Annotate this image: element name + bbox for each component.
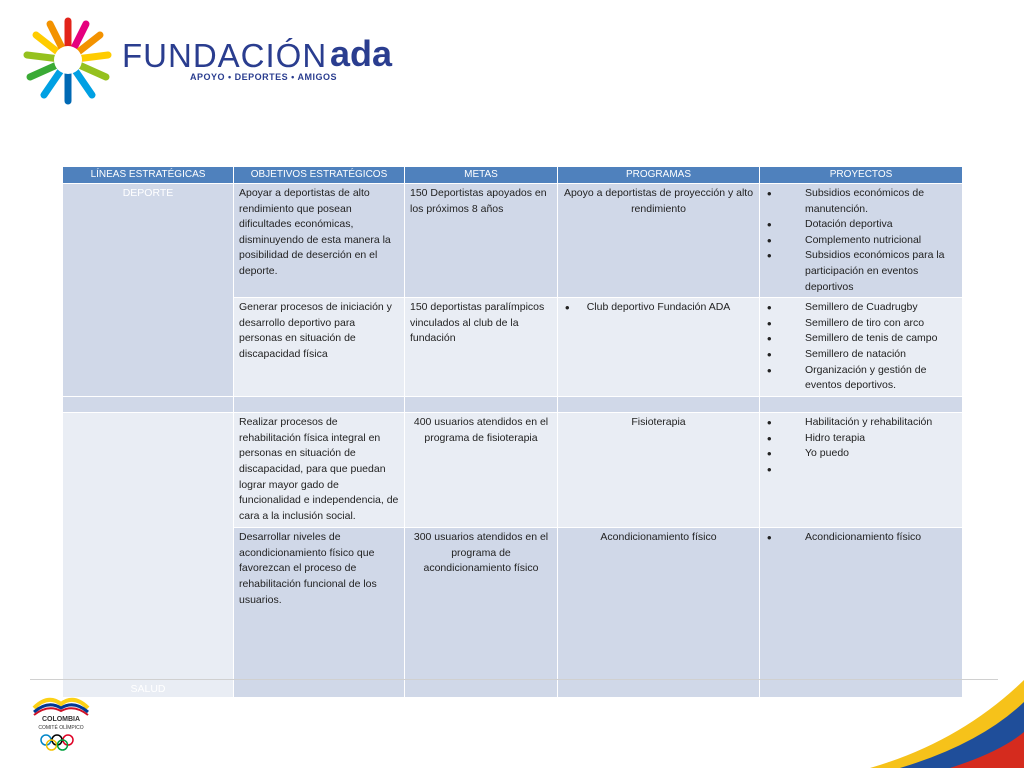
list-item: • Yo puedo: [765, 446, 957, 462]
header-proyectos: PROYECTOS: [760, 167, 963, 184]
list-item: • Semillero de natación: [765, 347, 957, 363]
table-row: [63, 413, 963, 528]
coc-label: [30, 716, 92, 732]
header-lineas: LÍNEAS ESTRATÉGICAS: [63, 167, 234, 184]
list-item: • Club deportivo Fundación ADA: [563, 300, 754, 316]
proyectos-list: [765, 415, 957, 477]
meta-cell: 150 deportistas paralímpicos vinculados al club de la fundación: [405, 298, 558, 397]
meta-cell: 150 Deportistas apoyados en los próximos 8 años: [405, 184, 558, 298]
proyectos-list: [765, 186, 957, 295]
header-programas: PROGRAMAS: [558, 167, 760, 184]
line-deporte: DEPORTE: [63, 184, 234, 397]
meta-cell: 300 usuarios atendidos en el programa de acondicionamiento físico: [405, 528, 558, 698]
list-item: • Semillero de Cuadrugby: [765, 300, 957, 316]
list-item: • Semillero de tiro con arco: [765, 316, 957, 332]
list-item: [765, 462, 957, 477]
objetivo-cell: Apoyar a deportistas de alto rendimiento que posean dificultades económicas, disminuyendo de esta manera la posibilidad de deserción en el deporte.: [234, 184, 405, 298]
programa-cell: Apoyo a deportistas de proyección y alto rendimiento: [558, 184, 760, 298]
fundacion-ada-logo: [22, 15, 422, 105]
proyectos-cell: [760, 298, 963, 397]
proyectos-cell: [760, 184, 963, 298]
programa-cell: [558, 298, 760, 397]
list-item: • Organización y gestión de eventos deportivos.: [765, 363, 957, 394]
brand-tagline: APOYO • DEPORTES • AMIGOS: [190, 72, 337, 82]
meta-cell: 400 usuarios atendidos en el programa de fisioterapia: [405, 413, 558, 528]
spacer-cell: [234, 397, 405, 413]
spacer-row: [63, 397, 963, 413]
objetivo-cell: Generar procesos de iniciación y desarrollo deportivo para personas en situación de discapacidad física: [234, 298, 405, 397]
proyectos-list: [765, 530, 957, 546]
objetivo-cell: Realizar procesos de rehabilitación física integral en personas en situación de discapacidad, para que puedan lograr mayor gado de funcionalidad e independencia, de cara a la inclusión social.: [234, 413, 405, 528]
objetivo-cell: Desarrollar niveles de acondicionamiento físico que favorezcan el proceso de rehabilitación funcional de los usuarios.: [234, 528, 405, 698]
list-item: • Habilitación y rehabilitación: [765, 415, 957, 431]
programa-list: [563, 300, 754, 316]
comite-olimpico-logo: [30, 694, 100, 754]
list-item: • Semillero de tenis de campo: [765, 331, 957, 347]
proyectos-cell: [760, 413, 963, 528]
coc-sub: COMITÉ OLÍMPICO: [38, 725, 84, 731]
list-item: • Complemento nutricional: [765, 233, 957, 249]
spacer-cell: [760, 397, 963, 413]
brand-name-bold: ada: [330, 33, 393, 74]
header-objetivos: OBJETIVOS ESTRATÉGICOS: [234, 167, 405, 184]
proyectos-list: [765, 300, 957, 394]
programa-cell: Fisioterapia: [558, 413, 760, 528]
strategic-plan-table: [62, 166, 963, 698]
table-header-row: [63, 167, 963, 184]
brand-name: FUNDACIÓN: [122, 37, 328, 74]
coc-name: COLOMBIA: [41, 716, 81, 723]
spacer-cell: [63, 397, 234, 413]
programa-cell: Acondicionamiento físico: [558, 528, 760, 698]
list-item: • Subsidios económicos de manutención.: [765, 186, 957, 217]
list-item: • Hidro terapia: [765, 431, 957, 447]
list-item: • Dotación deportiva: [765, 217, 957, 233]
decorative-wave-icon: [870, 672, 1024, 768]
line-salud: SALUD: [63, 413, 234, 698]
sunburst-logo-icon: [22, 15, 114, 105]
footer-divider: [30, 679, 998, 680]
list-item: • Acondicionamiento físico: [765, 530, 957, 546]
spacer-cell: [405, 397, 558, 413]
header-metas: METAS: [405, 167, 558, 184]
table-row: [63, 184, 963, 298]
list-item: • Subsidios económicos para la participación en eventos deportivos: [765, 248, 957, 295]
spacer-cell: [558, 397, 760, 413]
